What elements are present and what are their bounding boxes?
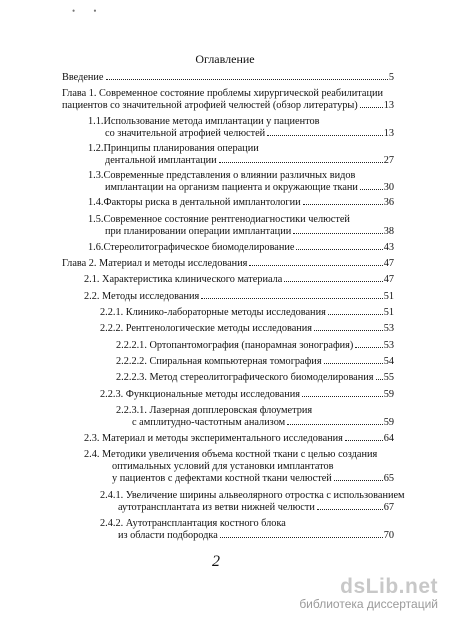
toc-page-number: 53 [383, 323, 394, 334]
dot-leader [328, 313, 383, 315]
dot-leader [293, 232, 382, 234]
toc-page-number: 51 [383, 307, 394, 318]
dot-leader [355, 346, 382, 348]
watermark-subtitle: библиотека диссертаций [299, 597, 438, 611]
dot-leader [324, 362, 383, 364]
toc-page-number: 51 [383, 291, 394, 302]
toc-entry-text: из области подбородка [118, 530, 218, 541]
toc-page-number: 54 [383, 356, 394, 367]
toc-entry-2-2-2-1[interactable] [116, 340, 394, 352]
dot-leader [317, 508, 383, 510]
dot-leader [360, 188, 383, 190]
toc-entry-2-4[interactable] [112, 473, 394, 485]
dot-leader [284, 280, 382, 282]
toc-page-number: 13 [383, 128, 394, 139]
toc-page-number: 53 [383, 340, 394, 351]
toc-entry-2-4-line2[interactable]: оптимальных условий для установки имплантатов [112, 461, 334, 472]
toc-page-number: 27 [383, 155, 394, 166]
toc-entry-text: Глава 2. Материал и методы исследования [62, 258, 248, 269]
toc-entry-text: 2.2.3. Функциональные методы исследования [100, 389, 300, 400]
page-title: Оглавление [195, 52, 255, 66]
toc-entry-text: 2.2.1. Клинико-лабораторные методы исследования [100, 307, 326, 318]
toc-entry-text: 2.2.2.2. Спиральная компьютерная томография [116, 356, 322, 367]
toc-entry-1-1-line1[interactable]: 1.1.Использование метода имплантации у пациентов [88, 116, 320, 127]
dot-leader [314, 329, 383, 331]
toc-entry-text: Введение [62, 72, 104, 83]
toc-entry-1-2[interactable] [105, 155, 394, 167]
dot-leader [303, 203, 383, 205]
scan-marks: • • [72, 6, 105, 16]
toc-entry-chapter1-line1[interactable]: Глава 1. Современное состояние проблемы хирургической реабилитации [62, 88, 383, 99]
watermark-logo: dsLib.net [340, 575, 438, 598]
dot-leader [302, 395, 383, 397]
dot-leader [249, 264, 382, 266]
dot-leader [220, 536, 383, 538]
toc-page-number: 13 [383, 100, 394, 111]
toc-entry-text: 1.4.Факторы риска в дентальной имплантологии [88, 197, 301, 208]
toc-entry-2-2-2-3[interactable] [116, 372, 394, 384]
toc-entry-text: 2.2.2.3. Метод стереолитографического биомоделирования [116, 372, 374, 383]
toc-entry-2-4-1[interactable] [118, 502, 394, 514]
toc-page-number: 36 [383, 197, 394, 208]
dot-leader [360, 106, 383, 108]
toc-entry-text: с амплитудно-частотным анализом [132, 417, 286, 428]
watermark [299, 575, 438, 611]
toc-entry-chapter1[interactable] [62, 100, 394, 112]
toc-entry-2-4-1-line1[interactable]: 2.4.1. Увеличение ширины альвеолярного отростка с использованием [100, 490, 405, 501]
toc-entry-1-5-line1[interactable]: 1.5.Современное состояние рентгенодиагностики челюстей [88, 214, 350, 225]
toc-entry-text: 2.3. Материал и методы экспериментального исследования [84, 433, 343, 444]
dot-leader [106, 78, 388, 80]
toc-entry-2-2-3-1[interactable] [132, 417, 394, 429]
toc-entry-text: дентальной имплантации [105, 155, 217, 166]
toc-page-number: 64 [383, 433, 394, 444]
toc-entry-text: аутотрансплантата из ветви нижней челюсти [118, 502, 315, 513]
toc-entry-2-2-3[interactable] [100, 389, 394, 401]
toc-entry-1-2-line1[interactable]: 1.2.Принципы планирования операции [88, 143, 259, 154]
toc-entry-2-2-3-1-line1[interactable]: 2.2.3.1. Лазерная допплеровская флоуметрия [116, 405, 313, 416]
toc-page-number: 59 [383, 389, 394, 400]
toc-entry-2-4-2-line1[interactable]: 2.4.2. Аутотрансплантация костного блока [100, 518, 286, 529]
toc-entry-2-4-2[interactable] [118, 530, 394, 542]
toc-entry-text: 2.2.2.1. Ортопантомография (панорамная зонография) [116, 340, 354, 351]
dot-leader [376, 378, 383, 380]
toc-entry-text: имплантации на организм пациента и окружающие ткани [105, 182, 358, 193]
toc-entry-text: 2.2. Методы исследования [84, 291, 200, 302]
toc-page-number: 55 [383, 372, 394, 383]
toc-entry-2-2[interactable] [84, 291, 394, 303]
toc-page-number: 47 [383, 258, 394, 269]
toc-page-number: 30 [383, 182, 394, 193]
dot-leader [267, 134, 383, 136]
toc-entry-2-4-line1[interactable]: 2.4. Методики увеличения объема костной ткани с целью создания [84, 449, 378, 460]
toc-entry-1-3[interactable] [105, 182, 394, 194]
toc-entry-text: 2.2.2. Рентгенологические методы исследования [100, 323, 313, 334]
toc-entry-text: при планировании операции имплантации [105, 226, 292, 237]
toc-entry-1-5[interactable] [105, 226, 394, 238]
toc-entry-text: со значительной атрофией челюстей [105, 128, 266, 139]
toc-page-number: 67 [383, 502, 394, 513]
dot-leader [219, 161, 383, 163]
toc-page-number: 65 [383, 473, 394, 484]
toc-entry-1-6[interactable] [88, 242, 394, 254]
toc-page-number: 38 [383, 226, 394, 237]
toc-entry-2-3[interactable] [84, 433, 394, 445]
toc-entry-text: пациентов со значительной атрофией челюстей (обзор литературы) [62, 100, 358, 111]
dot-leader [334, 479, 383, 481]
toc-entry-2-1[interactable] [84, 274, 394, 286]
toc-page-number: 43 [383, 242, 394, 253]
toc-entry-1-4[interactable] [88, 197, 394, 209]
dot-leader [287, 423, 383, 425]
toc-entry-text: 2.1. Характеристика клинического материала [84, 274, 283, 285]
toc-entry-text: у пациентов с дефектами костной ткани челюстей [112, 473, 332, 484]
toc-entry-1-3-line1[interactable]: 1.3.Современные представления о влиянии различных видов [88, 170, 356, 181]
toc-entry-text: 1.6.Стереолитографическое биомоделирование [88, 242, 295, 253]
dot-leader [296, 248, 382, 250]
toc-entry-intro[interactable] [62, 72, 394, 84]
toc-entry-2-2-2[interactable] [100, 323, 394, 335]
toc-entry-chapter2[interactable] [62, 258, 394, 270]
toc-page-number: 70 [383, 530, 394, 541]
toc-entry-2-2-1[interactable] [100, 307, 394, 319]
toc-page-number: 5 [388, 72, 394, 83]
dot-leader [345, 439, 383, 441]
toc-entry-1-1[interactable] [105, 128, 394, 140]
page-number: 2 [212, 553, 220, 570]
toc-page-number: 59 [383, 417, 394, 428]
dot-leader [201, 297, 382, 299]
toc-entry-2-2-2-2[interactable] [116, 356, 394, 368]
toc-page-number: 47 [383, 274, 394, 285]
